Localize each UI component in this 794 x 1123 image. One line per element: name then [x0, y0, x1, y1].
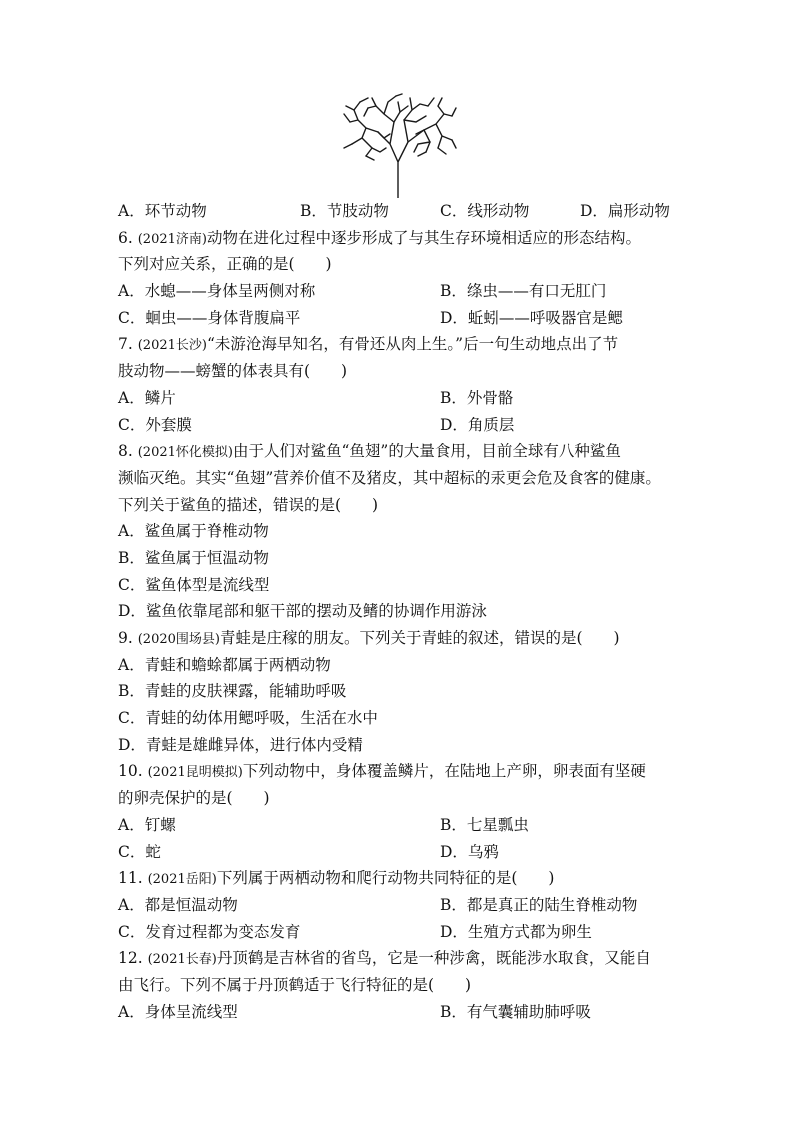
q11-stem-line1: 下列属于两栖动物和爬行动物共同特征的是( ): [216, 869, 555, 888]
q8-option-a[interactable]: A．鲨鱼属于脊椎动物: [118, 522, 269, 541]
q11-option-d[interactable]: D．生殖方式都为卵生: [440, 922, 592, 941]
q12-stem-line2: 由飞行。下列不属于丹顶鹤适于飞行特征的是( ): [118, 975, 472, 994]
q10-stem-line2: 的卵壳保护的是( ): [118, 789, 270, 808]
q7-stem-line1: “未游沧海早知名，有骨还从肉上生。”后一句生动地点出了节: [206, 335, 619, 354]
branching-tree-figure: [338, 92, 458, 198]
q7-source: (2021长沙): [137, 338, 207, 354]
q10-option-a[interactable]: A．钉螺: [118, 815, 176, 834]
q6-number: 6.: [118, 228, 133, 247]
q5-options: [118, 198, 678, 225]
q12-stem: [118, 945, 678, 972]
q8-stem-line1: 由于人们对鲨鱼“鱼翅”的大量食用，目前全球有八种鲨鱼: [232, 442, 621, 461]
q10-options-row1: [118, 812, 678, 839]
q11-options-row2: [118, 919, 678, 946]
q6-options-row2: [118, 305, 678, 332]
q6-option-d[interactable]: D．蚯蚓——呼吸器官是鳃: [440, 308, 623, 327]
q5-option-a[interactable]: A．环节动物: [118, 202, 207, 220]
q9-option-b[interactable]: B．青蛙的皮肤裸露，能辅助呼吸: [118, 682, 347, 701]
q9-source: (2020围场县): [137, 632, 220, 647]
q8-stem-line3: 下列关于鲨鱼的描述，错误的是( ): [118, 495, 379, 514]
q11-option-a[interactable]: A．都是恒温动物: [118, 895, 238, 914]
q12-option-b[interactable]: B．有气囊辅助肺呼吸: [440, 1002, 591, 1021]
q8-option-c[interactable]: C．鲨鱼体型是流线型: [118, 575, 270, 594]
q6-option-a[interactable]: A．水螅——身体呈两侧对称: [118, 282, 316, 301]
q11-stem: [118, 865, 678, 892]
q12-option-a[interactable]: A．身体呈流线型: [118, 1002, 238, 1021]
q6-option-b[interactable]: B．绦虫——有口无肛门: [440, 282, 607, 301]
q7-option-d[interactable]: D．角质层: [440, 415, 515, 434]
q8-option-b[interactable]: B．鲨鱼属于恒温动物: [118, 548, 269, 567]
q12-stem-line1: 丹顶鹤是吉林省的省鸟，它是一种涉禽，既能涉水取食，又能自: [216, 949, 651, 968]
q8-source: (2021怀化模拟): [137, 445, 233, 461]
q8-stem: [118, 438, 678, 465]
q8-stem-line2: 濒临灭绝。其实“鱼翅”营养价值不及猪皮，其中超标的汞更会危及食客的健康。: [118, 468, 661, 487]
q6-stem-line2: 下列对应关系，正确的是( ): [118, 255, 332, 274]
q7-options-row1: [118, 385, 678, 412]
q7-options-row2: [118, 412, 678, 439]
q11-number: 11.: [118, 869, 143, 888]
q8-option-d[interactable]: D．鲨鱼依靠尾部和躯干部的摆动及鳍的协调作用游泳: [118, 602, 487, 621]
q7-option-b[interactable]: B．外骨骼: [440, 388, 514, 407]
q6-stem-line1: 动物在进化过程中逐步形成了与其生存环境相适应的形态结构。: [206, 228, 641, 247]
q6-options-row1: [118, 278, 678, 305]
q10-stem: [118, 758, 678, 785]
q9-option-a[interactable]: A．青蛙和蟾蜍都属于两栖动物: [118, 655, 331, 674]
q5-option-b[interactable]: B．节肢动物: [300, 202, 389, 220]
q6-source: (2021济南): [137, 231, 207, 247]
q7-number: 7.: [118, 335, 133, 354]
q9-stem: [118, 625, 678, 652]
q10-option-b[interactable]: B．七星瓢虫: [440, 815, 529, 834]
question-list: [118, 198, 678, 1025]
q10-options-row2: [118, 839, 678, 866]
q7-option-a[interactable]: A．鳞片: [118, 388, 176, 407]
q5-option-c[interactable]: C．线形动物: [440, 202, 530, 220]
q8-number: 8.: [118, 442, 133, 461]
q7-stem: [118, 331, 678, 358]
q10-option-c[interactable]: C．蛇: [118, 842, 161, 861]
q10-number: 10.: [118, 762, 143, 781]
q11-options-row1: [118, 892, 678, 919]
q7-stem-line2: 肢动物——螃蟹的体表具有( ): [118, 362, 348, 381]
q12-number: 12.: [118, 949, 143, 968]
q9-option-d[interactable]: D．青蛙是雄雌异体，进行体内受精: [118, 735, 363, 754]
q12-options-row1: [118, 999, 678, 1026]
q10-option-d[interactable]: D．乌鸦: [440, 842, 499, 861]
q11-option-c[interactable]: C．发育过程都为变态发育: [118, 922, 301, 941]
q6-option-c[interactable]: C．蛔虫——身体背腹扁平: [118, 308, 301, 327]
q11-option-b[interactable]: B．都是真正的陆生脊椎动物: [440, 895, 638, 914]
q6-stem: [118, 225, 678, 252]
q12-source: (2021长春): [147, 952, 217, 968]
q5-option-d[interactable]: D．扁形动物: [580, 202, 670, 220]
q10-stem-line1: 下列动物中，身体覆盖鳞片，在陆地上产卵，卵表面有坚硬: [242, 762, 646, 781]
q10-source: (2021昆明模拟): [147, 765, 243, 781]
q7-option-c[interactable]: C．外套膜: [118, 415, 192, 434]
q9-number: 9.: [118, 629, 133, 647]
q9-stem-line1: 青蛙是庄稼的朋友。下列关于青蛙的叙述，错误的是( ): [219, 629, 620, 647]
q9-option-c[interactable]: C．青蛙的幼体用鳃呼吸，生活在水中: [118, 709, 378, 728]
q11-source: (2021岳阳): [147, 872, 217, 888]
